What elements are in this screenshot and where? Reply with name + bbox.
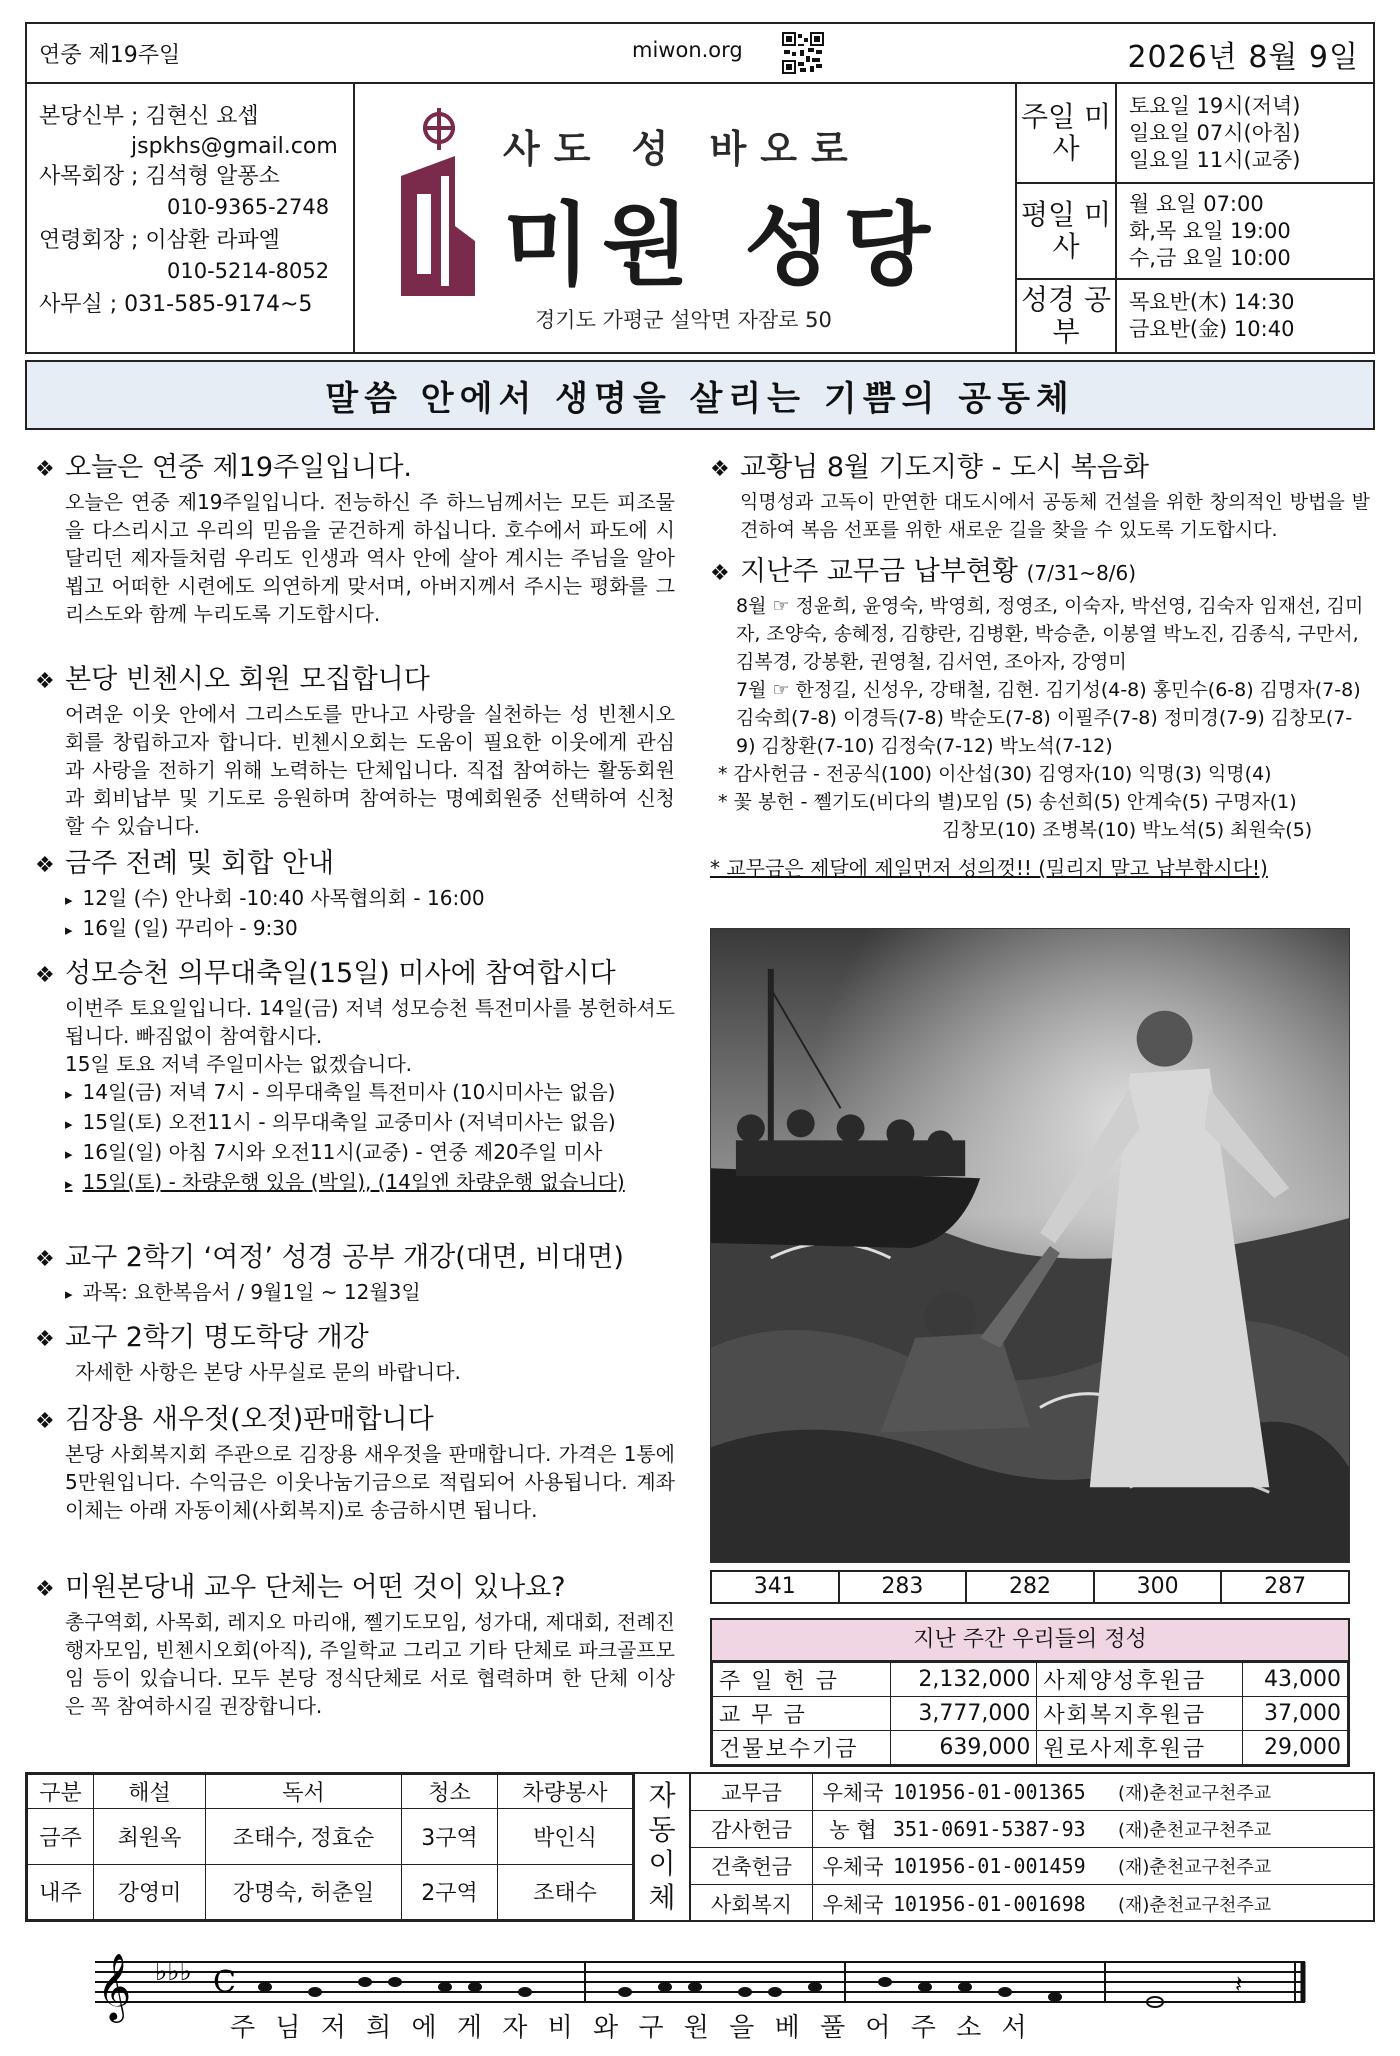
qr-code-icon[interactable] — [782, 32, 824, 74]
pastoral-head: 사목회장 ; 김석형 알퐁소 — [39, 164, 280, 189]
sunday-time: 토요일 19시(저녁) — [1129, 93, 1301, 118]
section-title: 지난주 교무금 납부현황 — [740, 556, 1018, 587]
account-number[interactable]: 101956-01-001365 — [893, 1780, 1086, 1804]
svg-text:♭♭♭: ♭♭♭ — [155, 1957, 192, 1987]
date-range: (7/31~8/6) — [1026, 561, 1137, 585]
section-title: 본당 빈첸시오 회원 모집합니다 — [65, 664, 430, 695]
diamond-bullet-icon: ❖ — [35, 669, 55, 694]
diamond-bullet-icon: ❖ — [35, 1327, 55, 1352]
bank-row — [691, 1885, 1373, 1922]
duty-cell: 강명숙, 허춘일 — [206, 1864, 402, 1920]
table-row — [713, 1731, 1348, 1765]
church-patron: 사도 성 바오로 — [503, 127, 862, 171]
attendance-counts — [710, 1570, 1350, 1604]
offering-type: 주 일 헌 금 — [713, 1663, 891, 1697]
duty-header: 차량봉사 — [498, 1775, 633, 1809]
list-item: ▸ 15일(토) - 차량운행 있음 (박일), (14일엔 차량운행 없습니다) — [35, 1168, 675, 1198]
pastoral-phone: 010-9365-2748 — [167, 195, 330, 219]
list-item: ▸ 과목: 요한복음서 / 9월1일 ~ 12월3일 — [35, 1278, 675, 1308]
treble-clef-icon: 𝄞 — [97, 1952, 132, 2020]
top-strip — [25, 22, 1375, 82]
liturgical-sunday: 연중 제19주일 — [39, 43, 181, 68]
duty-cell: 최원옥 — [94, 1809, 206, 1865]
duty-cell: 조태수, 정효순 — [206, 1809, 402, 1865]
svg-text:C: C — [213, 1965, 236, 2000]
offering-type: 사제양성후원금 — [1037, 1663, 1242, 1697]
account-category: 감사헌금 — [691, 1811, 813, 1847]
attendance-count: 287 — [1264, 1574, 1307, 1599]
section-title: 성모승천 의무대축일(15일) 미사에 참여합시다 — [65, 958, 616, 989]
duty-cell: 2구역 — [402, 1864, 498, 1920]
weekday-time: 수,금 요일 10:00 — [1129, 245, 1291, 270]
duty-roster — [25, 1772, 1375, 1922]
section-shrimp-sale — [35, 1402, 675, 1524]
duty-cell: 조태수 — [498, 1864, 633, 1920]
attendance-count: 300 — [1095, 1572, 1223, 1602]
section-title: 교구 2학기 명도학당 개강 — [65, 1322, 369, 1353]
section-dues-report — [710, 554, 1370, 882]
website-link[interactable]: miwon.org — [632, 38, 743, 62]
mass-schedule — [1015, 84, 1373, 352]
section-title: 김장용 새우젓(오젓)판매합니다 — [65, 1404, 434, 1435]
duty-cell: 내주 — [28, 1864, 94, 1920]
account-number[interactable]: 101956-01-001698 — [893, 1891, 1086, 1916]
section-body: 오늘은 연중 제19주일입니다. 전능하신 주 하느님께서는 모든 피조물을 다스리시고 우리의 믿음을 굳건하게 하십니다. 호수에서 파도에 시달리던 제자들처럼 우리도 인생과 역사 안에 살아 계시는 주님을 알아 뵙고 어떠한 시련에도 의연하게 맞서며, 아버지께서 주시는 평화를 그리스도와 함께 누리도록 기도합시다. — [65, 490, 675, 626]
sunday-mass-row — [1017, 84, 1373, 184]
list-item: ▸ 14일(금) 저녁 7시 - 의무대축일 특전미사 (10시미사는 없음) — [35, 1078, 675, 1108]
list-item: ▸ 15일(토) 오전11시 - 의무대축일 교중미사 (저녁미사는 없음) — [35, 1108, 675, 1138]
offering-amount: 29,000 — [1242, 1731, 1347, 1765]
jesus-walking-on-water-illustration — [710, 928, 1350, 1563]
duty-cell: 3구역 — [402, 1809, 498, 1865]
diamond-bullet-icon: ❖ — [710, 457, 730, 482]
auto-label-char: 체 — [648, 1881, 676, 1914]
section-body: 총구역회, 사목회, 레지오 마리애, 쩰기도모임, 성가대, 제대회, 전례진행자모임, 빈첸시오회(아직), 주일학교 그리고 기타 단체로 파크골프모임 등이 있습니다. 모두 본당 정식단체로 서로 협력하며 한 단체 이상은 꼭 참여하시길 권장합니다. — [65, 1610, 675, 1718]
church-cross-icon — [393, 106, 483, 306]
account-number[interactable]: 351-0691-5387-93 — [893, 1817, 1086, 1841]
offering-type: 원로사제후원금 — [1037, 1731, 1242, 1765]
section-title: 미원본당내 교우 단체는 어떤 것이 있나요? — [65, 1572, 566, 1603]
offering-amount: 3,777,000 — [891, 1697, 1037, 1731]
flower-offering-cont: 김창모(10) 조병복(10) 박노석(5) 최원숙(5) — [942, 819, 1313, 841]
duty-cell: 박인식 — [498, 1809, 633, 1865]
weekday-time: 화,목 요일 19:00 — [1129, 218, 1291, 243]
content-area — [25, 430, 1375, 1800]
july-payers: 7월 ☞ 한정길, 신성우, 강태철, 김현. 김기성(4-8) 홍민수(6-8) 김명자(7-8) 김숙희(7-8) 이경득(7-8) 박순도(7-8) 이필주(7-8) 정미경(7-9) 김창모(7-9) 김창환(7-10) 김정숙(7-12) 박노석(7-12) — [736, 679, 1361, 757]
auto-label-char: 자 — [648, 1779, 676, 1812]
header — [25, 82, 1375, 354]
svg-text:𝄽: 𝄽 — [1235, 1970, 1243, 1998]
hymn-lyrics: 주 님 저 희 에 게 자 비 와 구 원 을 베 풀 어 주 소 서 — [230, 2013, 1033, 2043]
offering-amount: 37,000 — [1242, 1697, 1347, 1731]
diamond-bullet-icon: ❖ — [35, 457, 55, 482]
flower-offering: * 꽃 봉헌 - 쩰기도(비다의 별)모임 (5) 송선희(5) 안계숙(5) 구명자(1) — [718, 791, 1297, 813]
bank-name: 우체국 — [822, 1781, 884, 1805]
offering-amount: 43,000 — [1242, 1663, 1347, 1697]
account-holder: (재)춘천교구천주교 — [1118, 1894, 1272, 1916]
offering-type: 사회복지후원금 — [1037, 1697, 1242, 1731]
office-phone: 사무실 ; 031-585-9174~5 — [39, 292, 313, 317]
sunday-mass-label: 주일 미사 — [1017, 84, 1117, 182]
bank-row — [691, 1774, 1373, 1811]
duty-header: 청소 — [402, 1775, 498, 1809]
weekday-mass-label: 평일 미사 — [1017, 184, 1117, 278]
list-item: ▸ 16일(일) 아침 7시와 오전11시(교중) - 연중 제20주일 미사 — [35, 1138, 675, 1168]
bank-accounts — [691, 1774, 1373, 1920]
thanks-offering: * 감사헌금 - 전공식(100) 이산섭(30) 김영자(10) 익명(3) 익명(4) — [718, 763, 1272, 785]
duty-cell: 금주 — [28, 1809, 94, 1865]
table-row — [28, 1864, 633, 1920]
attendance-count: 283 — [840, 1572, 968, 1602]
right-column — [710, 430, 1370, 1800]
table-row — [28, 1809, 633, 1865]
elder-head: 연령회장 ; 이삼환 라파엘 — [39, 228, 280, 253]
table-row — [28, 1775, 633, 1809]
duty-header: 독서 — [206, 1775, 402, 1809]
email-link[interactable]: jspkhs@gmail.com — [131, 134, 338, 159]
bank-row — [691, 1811, 1373, 1848]
section-vincent — [35, 662, 675, 840]
attendance-count: 341 — [712, 1572, 840, 1602]
bible-study-label: 성경 공부 — [1017, 280, 1117, 352]
bulletin-date: 2026년 8월 9일 — [1127, 40, 1359, 75]
section-today — [35, 450, 675, 628]
section-body: 본당 사회복지회 주관으로 김장용 새우젓을 판매합니다. 가격은 1통에 5만원입니다. 수익금은 이웃나눔기금으로 적립되어 사용됩니다. 계좌이체는 아래 자동이체(사회복지)로 송금하시면 됩니다. — [65, 1442, 675, 1522]
section-body: 어려운 이웃 안에서 그리스도를 만나고 사랑을 실천하는 성 빈첸시오회를 창립하고자 합니다. 빈첸시오회는 도움이 필요한 이웃에게 관심과 사랑을 전하기 위해 노력하는 단체입니다. 직접 참여하는 활동회원과 회비납부 및 기도로 응원하며 참여하는 명예회원중 선택하여 신청할 수 있습니다. — [65, 702, 675, 838]
offering-amount: 2,132,000 — [891, 1663, 1037, 1697]
auto-label-char: 동 — [648, 1813, 676, 1846]
bible-time: 금요반(金) 10:40 — [1129, 317, 1295, 341]
weekday-time: 월 요일 07:00 — [1129, 191, 1264, 216]
duty-header: 구분 — [28, 1775, 94, 1809]
attendance-count: 282 — [967, 1572, 1095, 1602]
account-category: 사회복지 — [691, 1885, 813, 1922]
diamond-bullet-icon: ❖ — [35, 1577, 55, 1602]
contacts-box — [27, 84, 355, 352]
sunday-time: 일요일 11시(교중) — [1129, 147, 1301, 172]
diamond-bullet-icon: ❖ — [35, 1247, 55, 1272]
list-item: ▸ 12일 (수) 안나회 -10:40 사목협의회 - 16:00 — [35, 884, 675, 914]
table-row — [713, 1697, 1348, 1731]
section-title: 교황님 8월 기도지향 - 도시 복음화 — [740, 452, 1149, 483]
offering-type: 건물보수기금 — [713, 1731, 891, 1765]
motto-banner: 말씀 안에서 생명을 살리는 기쁨의 공동체 — [25, 360, 1375, 430]
account-holder: (재)춘천교구천주교 — [1118, 1857, 1272, 1878]
section-body: 익명성과 고독이 만연한 대도시에서 공동체 건설을 위한 창의적인 방법을 발견하여 복음 선포를 위한 새로운 길을 찾을 수 있도록 기도합시다. — [740, 491, 1370, 541]
section-title: 오늘은 연중 제19주일입니다. — [65, 452, 413, 483]
section-groups — [35, 1570, 675, 1720]
weekday-mass-row — [1017, 184, 1373, 280]
section-assumption — [35, 956, 675, 1198]
account-number[interactable]: 101956-01-001459 — [893, 1854, 1086, 1878]
duty-header: 해설 — [94, 1775, 206, 1809]
diamond-bullet-icon: ❖ — [35, 853, 55, 878]
bank-name: 농 협 — [829, 1818, 877, 1842]
account-category: 교무금 — [691, 1774, 813, 1810]
august-payers: 8월 ☞ 정윤희, 윤영숙, 박영희, 정영조, 이숙자, 박선영, 김숙자 임재선, 김미자, 조양숙, 송혜정, 김향란, 김병환, 박승춘, 이봉열 박노진, 김종식, 구만서, 김복경, 강봉환, 권영철, 김서연, 조아자, 강영미 — [736, 595, 1364, 673]
offering-table — [710, 1618, 1350, 1767]
auto-label-char: 이 — [648, 1847, 676, 1880]
section-pope-intention — [710, 450, 1370, 544]
account-holder: (재)춘천교구천주교 — [1118, 1820, 1272, 1841]
bulletin-page — [25, 22, 1375, 2043]
diamond-bullet-icon: ❖ — [710, 561, 730, 586]
auto-transfer-label — [633, 1774, 691, 1920]
offering-type: 교 무 금 — [713, 1697, 891, 1731]
diamond-bullet-icon: ❖ — [35, 1409, 55, 1434]
offering-title: 지난 주간 우리들의 정성 — [712, 1620, 1348, 1662]
account-holder: (재)춘천교구천주교 — [1118, 1783, 1272, 1804]
diamond-bullet-icon: ❖ — [35, 963, 55, 988]
bank-name: 우체국 — [822, 1892, 884, 1917]
duty-cell: 강영미 — [94, 1864, 206, 1920]
section-title: 교구 2학기 ‘여정’ 성경 공부 개강(대면, 비대면) — [65, 1242, 624, 1273]
section-body: 15일 토요 저녁 주일미사는 없겠습니다. — [65, 1052, 413, 1076]
section-title: 금주 전례 및 회합 안내 — [65, 848, 335, 879]
left-column — [35, 430, 675, 1800]
section-myeongdo — [35, 1320, 675, 1386]
table-row — [713, 1663, 1348, 1697]
dues-notice: * 교무금은 제달에 제일먼저 성의껏!! (밀리지 말고 납부합시다!) — [710, 856, 1268, 880]
sunday-time: 일요일 07시(아침) — [1129, 120, 1301, 145]
bible-study-row — [1017, 280, 1373, 352]
account-category: 건축헌금 — [691, 1848, 813, 1884]
list-item: ▸ 16일 (일) 꾸리아 - 9:30 — [35, 914, 675, 944]
priest-line: 본당신부 ; 김현신 요셉 — [39, 104, 259, 129]
elder-phone: 010-5214-8052 — [167, 259, 330, 283]
bank-name: 우체국 — [822, 1855, 884, 1879]
section-meetings — [35, 846, 675, 944]
section-body: 이번주 토요일입니다. 14일(금) 저녁 성모승천 특전미사를 봉헌하셔도 됩니다. 빠짐없이 참여합시다. — [65, 996, 675, 1048]
church-logo — [355, 84, 1015, 352]
section-body: 자세한 사항은 본당 사무실로 문의 바랍니다. — [75, 1360, 461, 1384]
section-bible-course — [35, 1240, 675, 1308]
bible-time: 목요반(木) 14:30 — [1129, 290, 1295, 314]
offering-amount: 639,000 — [891, 1731, 1037, 1765]
church-name: 미원 성당 — [503, 192, 943, 298]
church-address: 경기도 가평군 설악면 자잠로 50 — [535, 308, 832, 332]
bank-row — [691, 1848, 1373, 1885]
